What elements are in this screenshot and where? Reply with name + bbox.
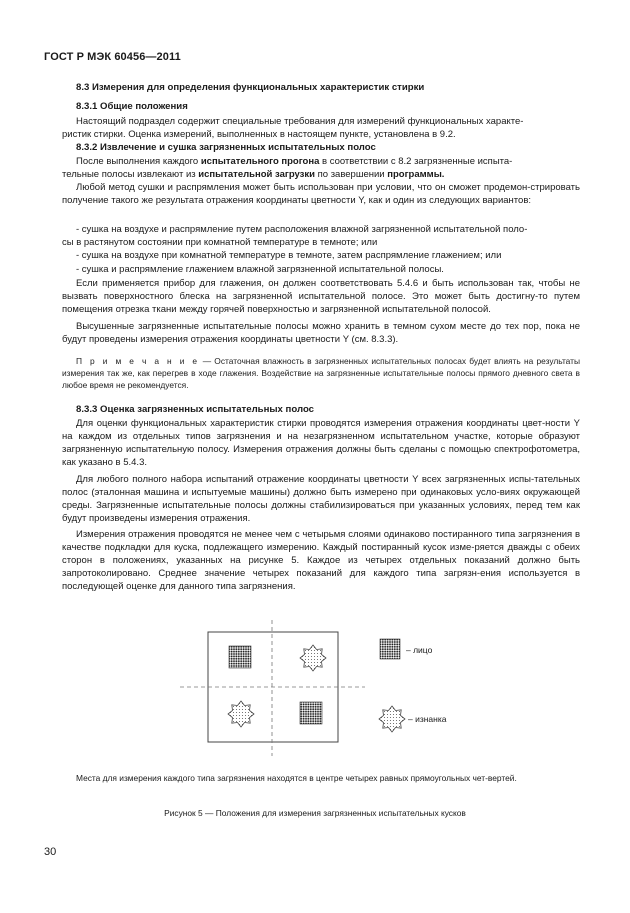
paragraph-line: ристик стирки. Оценка измерений, выполненных в настоящем пункте, установлена в 9.2. <box>62 129 456 141</box>
term-bold: программы. <box>387 169 445 181</box>
legend-face-label: – лицо <box>406 645 433 655</box>
section-heading-8-3-3: 8.3.3 Оценка загрязненных испытательных полос <box>76 404 315 415</box>
text-run: по завершении <box>314 169 388 181</box>
text-run: в соответствии с 8.2 загрязненные испыта- <box>319 156 513 167</box>
term-bold: испытательного прогона <box>200 156 320 167</box>
legend-back-symbol <box>379 706 405 732</box>
text-run: тельные полосы извлекают из <box>62 169 199 181</box>
list-item-3: - сушка и распрямление глажением влажной загрязненной испытательной полосы. <box>76 264 444 275</box>
paragraph-8-3-3-b: Для любого полного набора испытаний отражение координаты цветности Y всех загрязненных испы-тательных полос (эталонная машина и испытуемые машины) должно быть измерено при одинаковых усло-виях окружающей среды. Загрязненные испытательные полосы должны стабилизироваться при указанных условиях, перед тем как будут произведены измерения отражения. <box>62 474 580 525</box>
legend-back-label: – изнанка <box>408 714 447 724</box>
document-header: ГОСТ Р МЭК 60456—2011 <box>44 51 181 63</box>
back-measure-point-bottom-left <box>228 701 254 727</box>
face-measure-point-top-left <box>229 646 251 668</box>
text-run: После выполнения каждого <box>76 156 201 167</box>
figure-note: Места для измерения каждого типа загрязнения находятся в центре четырех равных прямоугольных чет-вертей. <box>76 773 517 783</box>
face-measure-point-bottom-right <box>300 702 322 724</box>
figure-caption: Рисунок 5 — Положения для измерения загрязненных испытательных кусков <box>164 808 466 818</box>
paragraph-line: Настоящий подраздел содержит специальные требования для измерений функциональных характе- <box>76 116 524 127</box>
section-heading-8-3: 8.3 Измерения для определения функциональных характеристик стирки <box>76 82 425 93</box>
back-measure-point-top-right <box>300 645 326 671</box>
page-number: 30 <box>44 846 57 858</box>
paragraph-8-3-2-d: Высушенные загрязненные испытательные полосы можно хранить в темном сухом месте до тех пор, пока не будут проведены измерения отражения координаты цветности Y (см. 8.3.3). <box>62 321 580 346</box>
list-item-1a: - сушка на воздухе и распрямление путем расположения влажной загрязненной испытательной поло- <box>76 224 528 235</box>
section-heading-8-3-1: 8.3.1 Общие положения <box>76 101 188 112</box>
paragraph-8-3-2-b: Любой метод сушки и распрямления может быть использован при условии, что он сможет продемон-стрировать получение такого же результата отражения координаты цветности Y, как и один из следующих вариантов: <box>62 182 580 207</box>
note-label: П р и м е ч а н и е <box>76 356 200 366</box>
paragraph-8-3-2-c: Если применяется прибор для глажения, он должен соответствовать 5.4.6 и быть использован так, чтобы не вызвать поверхностного блеска на загрязненной испытательной полосе. Это может быть достигну-то путем помещения отрезка ткани между горячей поверхностью и загрязненной испытательной полосой. <box>62 278 580 316</box>
term-bold: испытательной загрузки <box>198 169 315 181</box>
list-item-2: - сушка на воздухе при комнатной температуре в темноте, затем распрямление глажением; или <box>76 250 502 261</box>
paragraph-8-3-3-a: Для оценки функциональных характеристик стирки проводятся измерения отражения координаты цвет-ности Y на каждом из отдельных типов загрязнения и на незагрязненном испытательном участке, которые образуют загрязненную испытательную полосу. Измерения отражения должны быть сделаны с помощью спектрофотометра, как указано в 5.4.3. <box>62 418 580 469</box>
list-item-1b: сы в растянутом состоянии при комнатной температуре в темноте; или <box>62 237 378 248</box>
paragraph-8-3-3-c: Измерения отражения проводятся не менее чем с четырьмя слоями одинаково постиранного типа загрязнения в качестве подкладки для куска, подлежащего измерению. Каждый постиранный кусок изме-ряется дважды с обеих сторон в положениях, указанных на рисунке 5. Каждое из четырех отдельных показаний должно быть запротоколировано. Среднее значение четырех показаний для каждого типа загрязн-ения используется в последующей оценке для данного типа загрязнения. <box>62 529 580 593</box>
section-heading-8-3-2: 8.3.2 Извлечение и сушка загрязненных испытательных полос <box>76 142 376 153</box>
legend-face-symbol <box>380 639 400 659</box>
note-text: — Остаточная влажность в загрязненных испытательных полосах будет влиять на результаты измерения так же, как перегрев в ходе глажения. Воздействие на загрязненные испытательные полосы прямого дневного света в любое время не рекомендуется. <box>62 356 581 390</box>
